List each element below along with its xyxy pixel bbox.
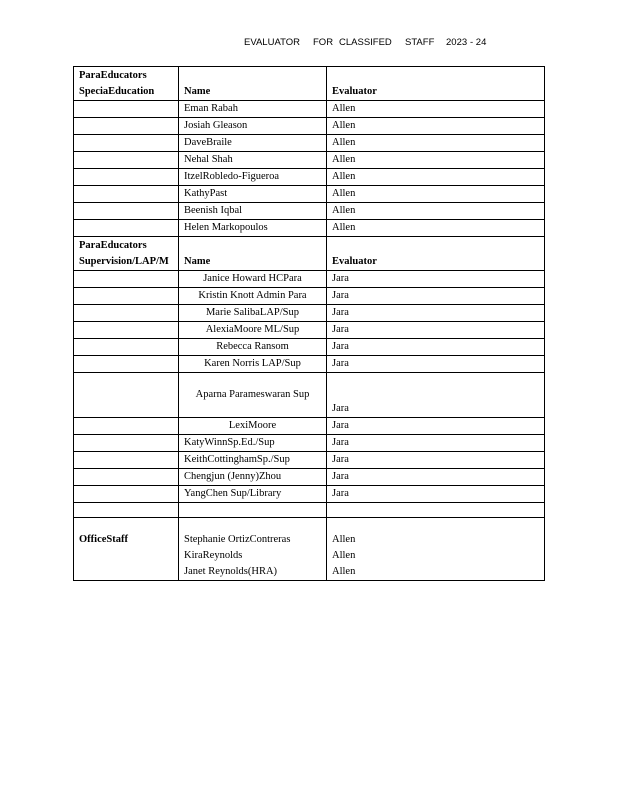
evaluator-name: Jara [327, 356, 545, 373]
staff-name-list [179, 518, 327, 581]
staff-name: KatyWinnSp.Ed./Sup [179, 435, 327, 452]
name-header: Name [179, 67, 327, 101]
evaluator-name: Jara [327, 469, 545, 486]
section-header-supervision [74, 237, 545, 271]
title-word: EVALUATOR [244, 37, 300, 48]
evaluator-name: Allen [327, 169, 545, 186]
staff-name: AlexiaMoore ML/Sup [179, 322, 327, 339]
title-word: 2023 [446, 37, 468, 48]
staff-name: KeithCottinghamSp./Sup [179, 452, 327, 469]
table-row [74, 271, 545, 288]
evaluator-name: Jara [327, 435, 545, 452]
staff-name: LexiMoore [179, 418, 327, 435]
evaluator-name: Jara [327, 418, 545, 435]
evaluator-name: Jara [327, 339, 545, 356]
staff-name: Marie SalibaLAP/Sup [179, 305, 327, 322]
table-row [74, 322, 545, 339]
title-word: FOR [313, 37, 334, 48]
table-row [74, 203, 545, 220]
table-row [74, 418, 545, 435]
staff-name: YangChen Sup/Library [179, 486, 327, 503]
name-header: Name [179, 237, 327, 271]
evaluator-name: Allen [332, 550, 356, 561]
section-label [74, 237, 179, 271]
section-label-line: ParaEducators [79, 70, 147, 81]
table-row [74, 101, 545, 118]
evaluator-name: Jara [327, 373, 545, 418]
evaluator-header: Evaluator [327, 237, 545, 271]
evaluator-table [73, 66, 545, 581]
empty-row [74, 503, 545, 518]
table-row [74, 186, 545, 203]
staff-name: Aparna Parameswaran Sup [179, 373, 327, 418]
table-row [74, 356, 545, 373]
section-label-line: Supervision/LAP/M [79, 256, 169, 267]
staff-name: Janice Howard HCPara [179, 271, 327, 288]
evaluator-name: Jara [327, 322, 545, 339]
evaluator-name: Jara [327, 288, 545, 305]
staff-name: Helen Markopoulos [179, 220, 327, 237]
section-label-line: SpeciaEducation [79, 86, 155, 97]
evaluator-name: Allen [327, 203, 545, 220]
table-row [74, 435, 545, 452]
table-row [74, 486, 545, 503]
evaluator-name: Allen [327, 220, 545, 237]
section-label-line: ParaEducators [79, 240, 147, 251]
staff-name: Karen Norris LAP/Sup [179, 356, 327, 373]
staff-name: KiraReynolds [184, 550, 243, 561]
evaluator-name: Allen [327, 135, 545, 152]
evaluator-name: Allen [327, 101, 545, 118]
table-row [74, 118, 545, 135]
evaluator-name: Allen [327, 152, 545, 169]
evaluator-name: Jara [327, 452, 545, 469]
evaluator-name: Allen [332, 534, 356, 545]
evaluator-name: Allen [332, 566, 356, 577]
section-header-special-ed [74, 67, 545, 101]
title-word: - 24 [470, 37, 487, 48]
evaluator-name: Allen [327, 118, 545, 135]
table-row [74, 169, 545, 186]
evaluator-header: Evaluator [327, 67, 545, 101]
staff-name: Janet Reynolds(HRA) [184, 566, 278, 577]
evaluator-name: Jara [327, 486, 545, 503]
section-office-staff [74, 518, 545, 581]
staff-name: Eman Rabah [179, 101, 327, 118]
staff-name: Chengjun (Jenny)Zhou [179, 469, 327, 486]
evaluator-name: Jara [327, 305, 545, 322]
table-row [74, 288, 545, 305]
staff-name: Kristin Knott Admin Para [179, 288, 327, 305]
staff-name: Rebecca Ransom [179, 339, 327, 356]
evaluator-name-list [327, 518, 545, 581]
evaluator-name: Allen [327, 186, 545, 203]
staff-name: Beenish Iqbal [179, 203, 327, 220]
table-row [74, 152, 545, 169]
table-row [74, 220, 545, 237]
staff-name: ItzelRobledo-Figueroa [179, 169, 327, 186]
staff-name: DaveBraile [179, 135, 327, 152]
title-word: STAFF [405, 37, 435, 48]
table-row [74, 305, 545, 322]
table-row [74, 452, 545, 469]
title-word: CLASSIFED [339, 37, 392, 48]
page-title [244, 37, 544, 51]
table-row [74, 373, 545, 418]
table-row [74, 339, 545, 356]
staff-name: Nehal Shah [179, 152, 327, 169]
table-row [74, 135, 545, 152]
section-label: OfficeStaff [74, 518, 179, 581]
table-row [74, 469, 545, 486]
section-label [74, 67, 179, 101]
staff-name: Josiah Gleason [179, 118, 327, 135]
evaluator-name: Jara [327, 271, 545, 288]
staff-name: Stephanie OrtizContreras [184, 534, 291, 545]
staff-name: KathyPast [179, 186, 327, 203]
